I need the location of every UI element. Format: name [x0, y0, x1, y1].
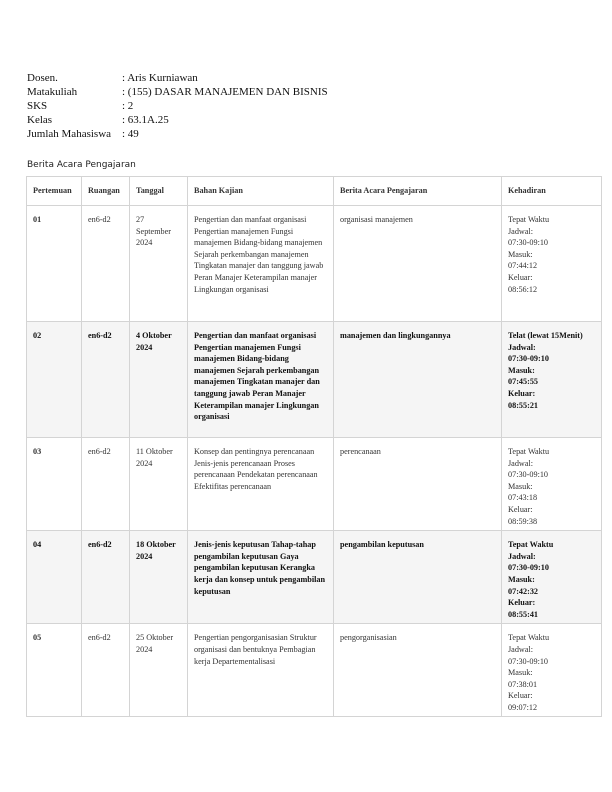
- column-header: Bahan Kajian: [188, 177, 334, 206]
- info-value: : (155) DASAR MANAJEMEN DAN BISNIS: [122, 86, 328, 98]
- keluar-value: 08:55:21: [508, 400, 539, 410]
- masuk-label: Masuk:: [508, 249, 533, 259]
- cell-berita-acara: manajemen dan lingkungannya: [334, 322, 502, 438]
- keluar-label: Keluar:: [508, 691, 533, 701]
- info-label: Jumlah Mahasiswa: [27, 128, 112, 140]
- column-header: Berita Acara Pengajaran: [334, 177, 502, 206]
- cell-berita-acara: pengorganisasian: [334, 624, 502, 717]
- cell-pertemuan: 01: [27, 206, 82, 322]
- attendance-status: Tepat Waktu: [508, 540, 554, 550]
- cell-pertemuan: 03: [27, 438, 82, 531]
- table-row: [27, 531, 602, 624]
- cell-kehadiran: [502, 206, 602, 322]
- section-title: Berita Acara Pengajaran: [27, 160, 136, 170]
- cell-ruangan: en6-d2: [82, 438, 130, 531]
- keluar-label: Keluar:: [508, 272, 533, 282]
- info-label: SKS: [27, 100, 48, 112]
- info-value: : 63.1A.25: [122, 114, 169, 126]
- jadwal-value: 07:30-09:10: [508, 656, 549, 666]
- masuk-value: 07:44:12: [508, 261, 538, 271]
- cell-tanggal: 11 Oktober 2024: [130, 438, 188, 531]
- berita-acara-table: [26, 176, 602, 717]
- course-info: [27, 71, 328, 141]
- cell-tanggal: 4 Oktober 2024: [130, 322, 188, 438]
- cell-kehadiran: [502, 438, 602, 531]
- cell-bahan-kajian: Pengertian dan manfaat organisasi Pengertian manajemen Fungsi manajemen Bidang-bidang manajemen Sejarah perkembangan manajemen Tingkatan manajer dan tanggung jawab Peran Manajer Keterampilan manajer Lingkungan organisasi: [188, 206, 334, 322]
- keluar-value: 08:59:38: [508, 516, 538, 526]
- masuk-value: 07:42:32: [508, 586, 539, 596]
- cell-tanggal: 18 Oktober 2024: [130, 531, 188, 624]
- info-label: Kelas: [27, 114, 53, 126]
- info-label: Matakuliah: [27, 86, 78, 98]
- info-row-sks: [27, 99, 328, 113]
- jadwal-value: 07:30-09:10: [508, 470, 549, 480]
- masuk-label: Masuk:: [508, 668, 533, 678]
- info-label: Dosen.: [27, 72, 58, 84]
- info-row-jumlah: [27, 127, 328, 141]
- cell-tanggal: 25 Oktober 2024: [130, 624, 188, 717]
- attendance-status: Tepat Waktu: [508, 633, 550, 643]
- attendance-status: Tepat Waktu: [508, 215, 550, 224]
- masuk-value: 07:43:18: [508, 493, 538, 503]
- attendance-status: Telat (lewat 15Menit): [508, 331, 583, 340]
- cell-bahan-kajian: Konsep dan pentingnya perencanaan Jenis-jenis perencanaan Proses perencanaan Pendekatan perencanaan Efektifitas perencanaan: [188, 438, 334, 531]
- attendance-status: Tepat Waktu: [508, 447, 550, 456]
- info-row-kelas: [27, 113, 328, 127]
- keluar-label: Keluar:: [508, 388, 536, 398]
- masuk-value: 07:45:55: [508, 377, 539, 387]
- info-row-dosen: [27, 71, 328, 85]
- jadwal-label: Jadwal:: [508, 551, 536, 561]
- masuk-value: 07:38:01: [508, 679, 538, 689]
- cell-berita-acara: pengambilan keputusan: [334, 531, 502, 624]
- jadwal-value: 07:30-09:10: [508, 238, 549, 248]
- jadwal-label: Jadwal:: [508, 342, 536, 352]
- info-value: : Aris Kurniawan: [122, 72, 198, 84]
- cell-kehadiran: [502, 624, 602, 717]
- jadwal-label: Jadwal:: [508, 226, 534, 236]
- cell-pertemuan: 05: [27, 624, 82, 717]
- cell-berita-acara: perencanaan: [334, 438, 502, 531]
- info-value: : 49: [122, 128, 139, 140]
- cell-tanggal: 27 September 2024: [130, 206, 188, 322]
- keluar-value: 09:07:12: [508, 702, 538, 712]
- cell-ruangan: en6-d2: [82, 206, 130, 322]
- cell-berita-acara: organisasi manajemen: [334, 206, 502, 322]
- cell-bahan-kajian: Pengertian dan manfaat organisasi Pengertian manajemen Fungsi manajemen Bidang-bidang manajemen Sejarah perkembangan manajemen Tingkatan manajer dan tanggung jawab Peran Manajer Keterampilan manajer Lingkungan organisasi: [188, 322, 334, 438]
- column-header: Ruangan: [82, 177, 130, 206]
- keluar-value: 08:55:41: [508, 609, 539, 619]
- jadwal-label: Jadwal:: [508, 458, 534, 468]
- table-row: [27, 322, 602, 438]
- info-value: : 2: [122, 100, 134, 112]
- table-row: [27, 438, 602, 531]
- jadwal-label: Jadwal:: [508, 644, 534, 654]
- keluar-label: Keluar:: [508, 504, 533, 514]
- cell-ruangan: en6-d2: [82, 531, 130, 624]
- cell-kehadiran: [502, 322, 602, 438]
- table-row: [27, 624, 602, 717]
- keluar-label: Keluar:: [508, 598, 536, 608]
- cell-ruangan: en6-d2: [82, 322, 130, 438]
- masuk-label: Masuk:: [508, 481, 533, 491]
- column-header: Tanggal: [130, 177, 188, 206]
- cell-pertemuan: 04: [27, 531, 82, 624]
- cell-bahan-kajian: Pengertian pengorganisasian Struktur organisasi dan bentuknya Pembagian kerja Departementalisasi: [188, 624, 334, 717]
- cell-ruangan: en6-d2: [82, 624, 130, 717]
- column-header: Pertemuan: [27, 177, 82, 206]
- table-header-row: [27, 177, 602, 206]
- masuk-label: Masuk:: [508, 365, 535, 375]
- cell-kehadiran: [502, 531, 602, 624]
- cell-pertemuan: 02: [27, 322, 82, 438]
- table-row: [27, 206, 602, 322]
- column-header: Kehadiran: [502, 177, 602, 206]
- info-row-matakuliah: [27, 85, 328, 99]
- keluar-value: 08:56:12: [508, 284, 538, 294]
- masuk-label: Masuk:: [508, 574, 535, 584]
- jadwal-value: 07:30-09:10: [508, 563, 549, 573]
- cell-bahan-kajian: Jenis-jenis keputusan Tahap-tahap pengambilan keputusan Gaya pengambilan keputusan Kerangka kerja dan konsep untuk pengambilan keputusan: [188, 531, 334, 624]
- jadwal-value: 07:30-09:10: [508, 354, 549, 364]
